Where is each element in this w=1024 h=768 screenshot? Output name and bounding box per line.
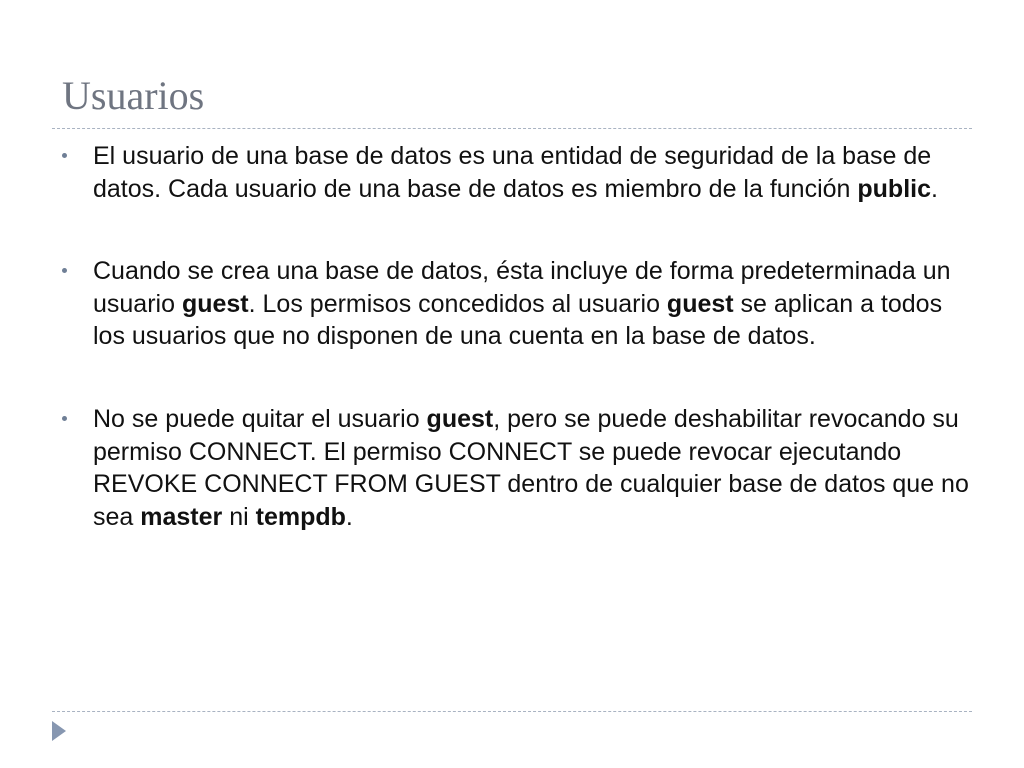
title-divider bbox=[52, 128, 972, 129]
bullet-dot-icon bbox=[62, 416, 67, 421]
bullet-dot-icon bbox=[62, 153, 67, 158]
footer-divider bbox=[52, 711, 972, 712]
bullet-dot-icon bbox=[62, 268, 67, 273]
bullet-item bbox=[62, 140, 972, 205]
bullet-item bbox=[62, 255, 972, 353]
slide-title: Usuarios bbox=[62, 73, 205, 118]
bullet-text: Cuando se crea una base de datos, ésta incluye de forma predeterminada un usuario guest. Los permisos concedidos al usuario guest se aplican a todos los usuarios que no disponen de una cuenta en la base de datos. bbox=[93, 257, 951, 351]
play-triangle-icon[interactable] bbox=[52, 721, 66, 741]
bullet-item bbox=[62, 403, 972, 533]
bullet-list bbox=[62, 140, 972, 533]
bullet-text: No se puede quitar el usuario guest, pero se puede deshabilitar revocando su permiso CONNECT. El permiso CONNECT se puede revocar ejecutando REVOKE CONNECT FROM GUEST dentro de cualquier base de datos que no sea master ni tempdb. bbox=[93, 404, 969, 531]
bullet-text: El usuario de una base de datos es una entidad de seguridad de la base de datos. Cada usuario de una base de datos es miembro de la función public. bbox=[93, 142, 938, 203]
